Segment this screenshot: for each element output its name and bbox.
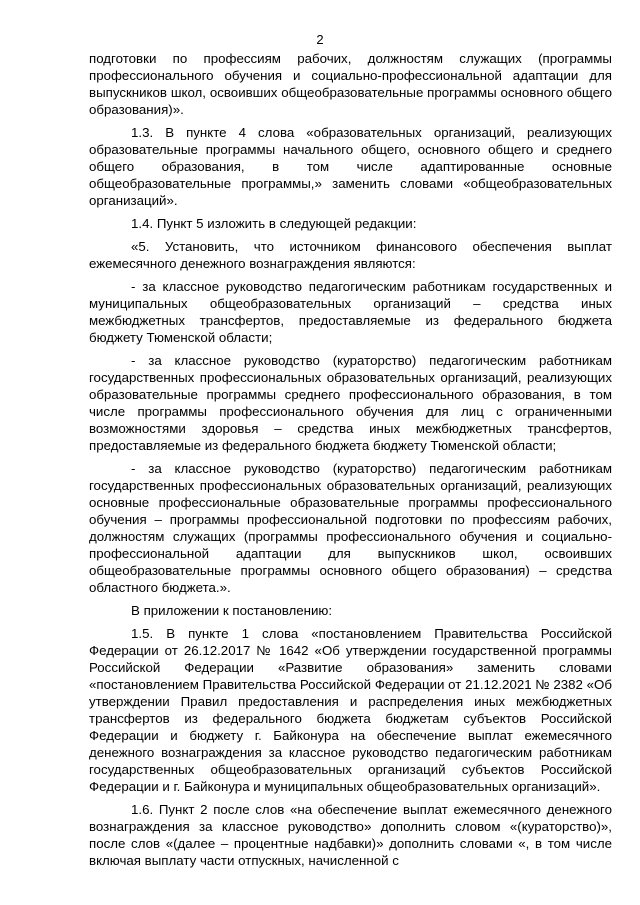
paragraph: - за классное руководство педагогическим работникам государственных и муниципальных общеобразовательных организаций – средства иных межбюджетных трансфертов, предоставляемые из федерального бюджета бюджету Тюменской области; (89, 279, 612, 345)
paragraph: «5. Установить, что источником финансового обеспечения выплат ежемесячного денежного вознаграждения являются: (89, 239, 612, 271)
paragraph: подготовки по профессиям рабочих, должностям служащих (программы профессионального обучения и социально-профессиональной адаптации для выпускников школ, освоивших общеобразовательные программы основного общего образования)». (89, 51, 612, 117)
page-number: 2 (316, 32, 324, 47)
paragraph: - за классное руководство (кураторство) педагогическим работникам государственных профессиональных образовательных организаций, реализующих образовательные программы среднего профессионального образования, в том числе программы профессионального обучения для лиц с ограниченными возможностями здоровья – средства иных межбюджетных трансфертов, предоставляемые из федерального бюджета бюджету Тюменской области; (89, 353, 612, 453)
document-body (89, 50, 612, 869)
paragraph: 1.6. Пункт 2 после слов «на обеспечение выплат ежемесячного денежного вознаграждения за классное руководство» дополнить словом «(кураторство)», после слов «(далее – процентные надбавки)» дополнить словами «, в том числе включая выплату части отпускных, начисленной с (89, 802, 612, 868)
paragraph: В приложении к постановлению: (131, 603, 333, 618)
paragraph: 1.5. В пункте 1 слова «постановлением Правительства Российской Федерации от 26.12.2017 № 1642 «Об утверждении государственной программы Российской Федерации «Развитие образования» заменить словами «постановлением Правительства Российской Федерации от 21.12.2021 № 2382 «Об утверждении Правил предоставления и распределения иных межбюджетных трансфертов из федерального бюджета бюджетам субъектов Российской Федерации и бюджету г. Байконура на обеспечение выплат ежемесячного денежного вознаграждения за классное руководство педагогическим работникам государственных общеобразовательных организаций субъектов Российской Федерации и г. Байконура и муниципальных общеобразовательных организаций». (89, 626, 612, 794)
paragraph: 1.4. Пункт 5 изложить в следующей редакции: (131, 216, 417, 231)
paragraph: 1.3. В пункте 4 слова «образовательных организаций, реализующих образовательные программы начального общего, основного общего и среднего общего образования, в том числе адаптированные основные общеобразовательные программы,» заменить словами «общеобразовательных организаций». (89, 125, 612, 208)
paragraph: - за классное руководство (кураторство) педагогическим работникам государственных профессиональных образовательных организаций, реализующих основные профессиональные образовательные программы профессионального обучения – программы профессиональной подготовки по профессиям рабочих, должностям служащих (программы профессионального обучения и социально-профессиональной адаптации для выпускников школ, освоивших общеобразовательные программы основного общего образования) – средства областного бюджета.». (89, 461, 612, 595)
